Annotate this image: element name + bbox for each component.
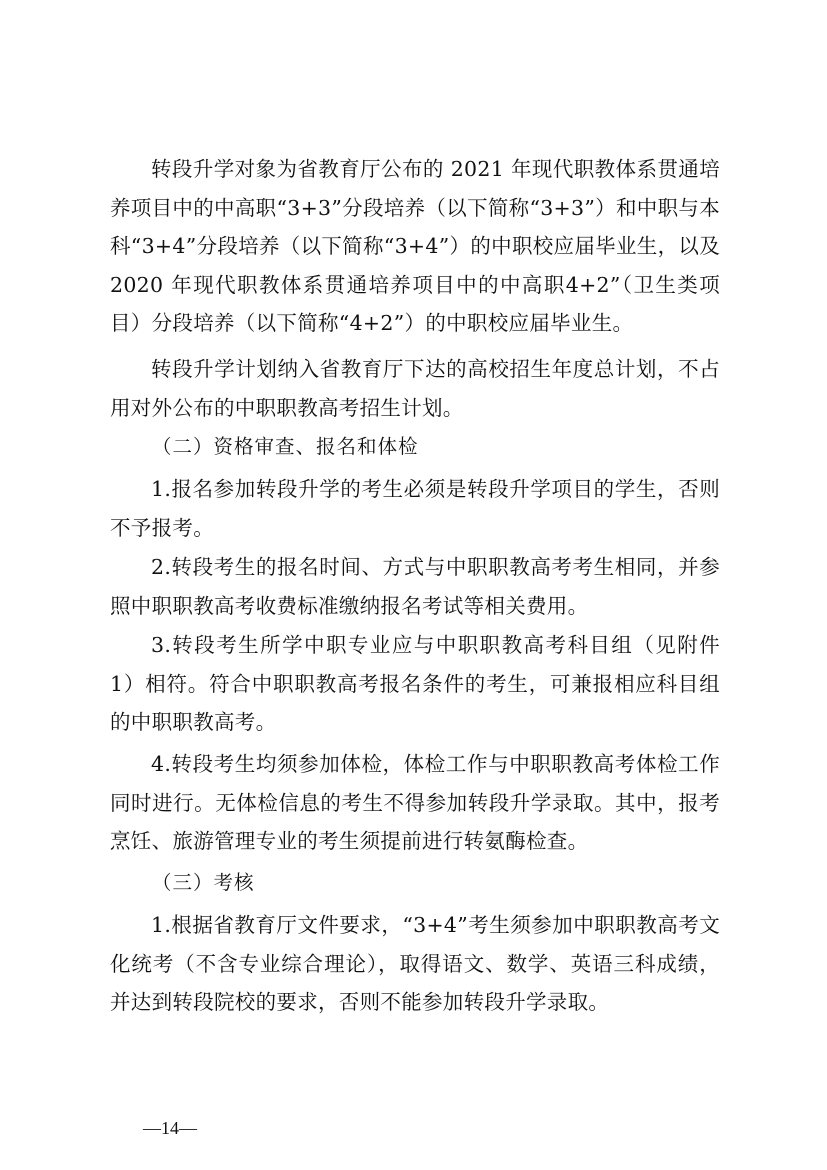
section-heading-qualification: （二）资格审查、报名和体检: [152, 435, 419, 458]
paragraph-item-4: 4.转段考生均须参加体检，体检工作与中职职教高考体检工作同时进行。无体检信息的考生不得参加转段升学录取。其中，报考烹饪、旅游管理专业的考生须提前进行转氨酶检查。: [110, 752, 720, 853]
paragraph-item-1: 1.报名参加转段升学的考生必须是转段升学项目的学生，否则不予报考。: [110, 477, 720, 540]
paragraph-assessment-1: 1.根据省教育厅文件要求，“3+4”考生须参加中职职教高考文化统考（不含专业综合理论），取得语文、数学、英语三科成绩，并达到转段院校的要求，否则不能参加转段升学录取。: [110, 913, 720, 1014]
paragraph-item-2: 2.转段考生的报名时间、方式与中职职教高考考生相同，并参照中职职教高考收费标准缴纳报名考试等相关费用。: [110, 555, 720, 618]
paragraph-enrollment-plan: 转段升学计划纳入省教育厅下达的高校招生年度总计划，不占用对外公布的中职职教高考招生计划。: [110, 357, 720, 420]
paragraph-item-3: 3.转段考生所学中职专业应与中职职教高考科目组（见附件 1）相符。符合中职职教高考报名条件的考生，可兼报相应科目组的中职职教高考。: [110, 633, 720, 734]
section-heading-assessment: （三）考核: [152, 871, 255, 894]
page-number: —14—: [143, 1118, 197, 1138]
paragraph-target-students: 转段升学对象为省教育厅公布的 2021 年现代职教体系贯通培养项目中的中高职“3+3”分段培养（以下简称“3+3”）和中职与本科“3+4”分段培养（以下简称“3+4”）的中职校应届毕业生，以及 2020 年现代职教体系贯通培养项目中的中高职4+2”（卫生类项目）分段培养（以下简称“4+2”）的中职校应届毕业生。: [110, 157, 720, 335]
